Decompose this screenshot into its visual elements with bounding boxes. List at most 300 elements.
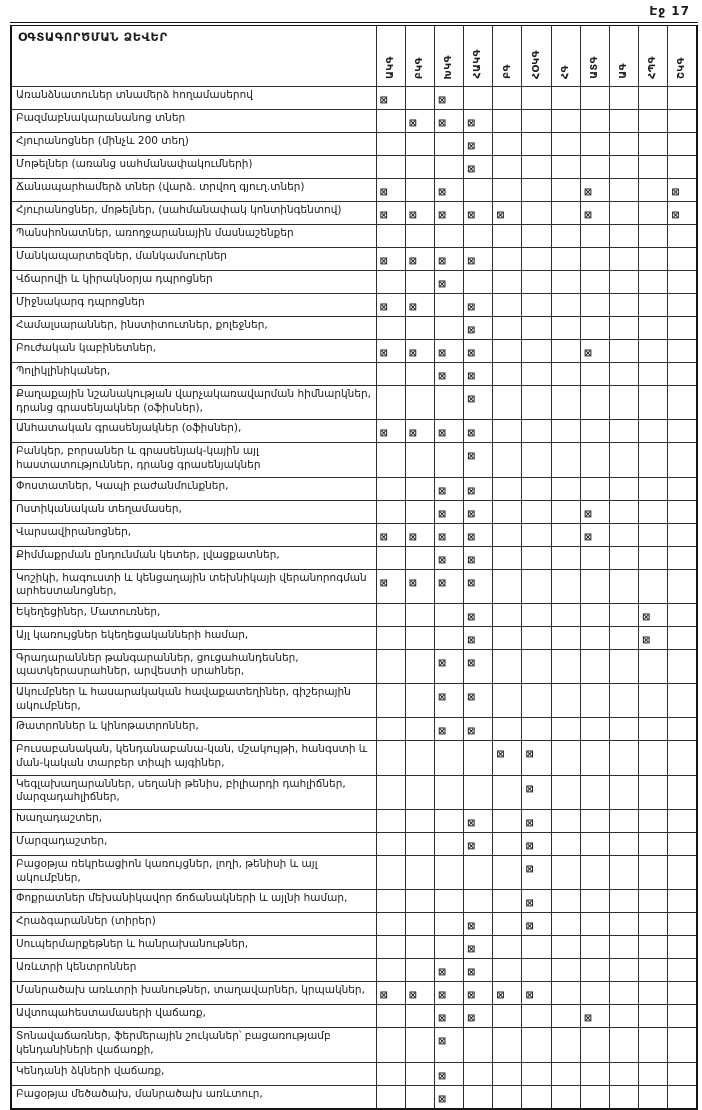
usage-cell [551,110,580,133]
usage-cell [522,959,551,982]
usage-cell [522,340,551,363]
usage-cell [434,809,463,832]
checked-box-icon: ⊠ [379,95,388,106]
checked-box-icon: ⊠ [379,990,388,1002]
usage-cell [493,855,522,889]
usage-cell [580,936,609,959]
row-label: Փոքրատներ մեխանիկավոր ճոճանակների և այլնի համար, [11,890,376,913]
usage-cell [580,684,609,718]
usage-cell [376,363,405,386]
usage-cell [668,110,697,133]
usage-cell [609,649,638,683]
usage-cell [405,443,434,477]
table-row [11,569,697,603]
usage-cell [522,156,551,179]
row-label: Բանկեր, բորսաներ և գրասենյակ-կային այլ հաստատություններ, դրանց գրասենյակներ [11,443,376,477]
usage-cell [464,741,493,775]
checked-box-icon: ⊠ [642,634,651,646]
checked-box-icon: ⊠ [467,944,476,956]
usage-cell [551,809,580,832]
checked-box-icon: ⊠ [437,657,447,669]
usage-cell [639,225,668,248]
usage-cell [522,523,551,546]
checked-box-icon: ⊠ [408,428,418,440]
row-label: Բուժական կաբինետներ, [11,340,376,363]
zone-code-label: ԱՏԳ [589,56,601,79]
usage-cell [609,443,638,477]
usage-cell [551,202,580,225]
usage-cell [464,809,493,832]
table-row [11,523,697,546]
usage-cell [434,271,463,294]
zone-column-header [551,24,580,87]
usage-cell [434,890,463,913]
table-row [11,1085,697,1109]
usage-cell [405,1028,434,1062]
usage-cell [405,855,434,889]
usage-cell [668,443,697,477]
usage-cell [639,340,668,363]
usage-cell [405,271,434,294]
checked-box-icon: ⊠ [671,187,680,198]
checked-box-icon: ⊠ [437,967,447,979]
usage-cell [668,248,697,271]
usage-cell [668,546,697,569]
row-label: Կեգլախաղարաններ, սեղանի թենիս, բիլիարդի դահլիճներ, մարզադահլիճներ, [11,775,376,809]
usage-cell [376,982,405,1005]
checked-box-icon: ⊠ [379,256,388,267]
usage-cell [434,649,463,683]
usage-cell [405,959,434,982]
usage-cell [609,546,638,569]
usage-cell [580,1028,609,1062]
usage-cell [668,959,697,982]
usage-cell [434,1062,463,1085]
zone-code-label: ՀՊԳ [647,56,659,79]
checked-box-icon: ⊠ [437,428,447,440]
usage-cell [580,443,609,477]
usage-cell [639,477,668,500]
usage-cell [405,420,434,443]
usage-cell [464,523,493,546]
usage-cell [609,363,638,386]
usage-cell [434,87,463,110]
usage-cell [668,775,697,809]
table-row [11,855,697,889]
usage-cell [434,741,463,775]
table-row [11,1062,697,1085]
usage-cell [405,500,434,523]
usage-cell [464,271,493,294]
usage-cell [639,443,668,477]
checked-box-icon: ⊠ [467,325,476,336]
checked-box-icon: ⊠ [583,210,593,221]
table-row [11,294,697,317]
usage-cell [405,546,434,569]
checked-box-icon: ⊠ [437,256,447,267]
usage-cell [405,1085,434,1109]
checked-box-icon: ⊠ [437,508,447,520]
row-label: Վարսավիրանոցներ, [11,523,376,546]
usage-cell [464,913,493,936]
usage-cell [376,271,405,294]
checked-box-icon: ⊠ [467,508,476,520]
usage-cell [434,317,463,340]
table-row [11,202,697,225]
usage-cell [522,546,551,569]
usage-cell [522,1005,551,1028]
usage-cell [609,1062,638,1085]
zone-code-label: ԲԳ [501,64,513,79]
usage-cell [639,959,668,982]
checked-box-icon: ⊠ [437,118,447,129]
usage-cell [551,718,580,741]
zone-column-header [639,24,668,87]
usage-cell [580,156,609,179]
checked-box-icon: ⊠ [467,485,476,497]
usage-cell [464,202,493,225]
usage-cell [668,294,697,317]
row-label: Կոշիկի, հագուստի և կենցաղային տեխնիկայի վերանորոգման արհեստանոցներ, [11,569,376,603]
checked-box-icon: ⊠ [525,840,534,852]
usage-cell [493,684,522,718]
usage-cell [434,546,463,569]
usage-cell [464,133,493,156]
checked-box-icon: ⊠ [437,210,447,221]
usage-cell [493,546,522,569]
usage-cell [405,133,434,156]
usage-cell [609,718,638,741]
table-row [11,1028,697,1062]
usage-cell [464,340,493,363]
zone-column-header [522,24,551,87]
checked-box-icon: ⊠ [408,531,418,543]
usage-cell [551,1062,580,1085]
usage-cell [464,684,493,718]
checked-box-icon: ⊠ [379,187,388,198]
usage-cell [580,248,609,271]
usage-cell [493,500,522,523]
usage-cell [522,809,551,832]
checked-box-icon: ⊠ [525,990,534,1002]
usage-cell [580,775,609,809]
usage-cell [405,809,434,832]
checked-box-icon: ⊠ [525,817,534,829]
checked-box-icon: ⊠ [467,554,476,566]
usage-cell [405,363,434,386]
usage-cell [609,775,638,809]
checked-box-icon: ⊠ [437,554,447,566]
usage-cell [668,386,697,420]
usage-cell [464,110,493,133]
usage-cell [639,718,668,741]
usage-cell [609,809,638,832]
usage-cell [609,156,638,179]
usage-cell [551,626,580,649]
usage-cell [639,1005,668,1028]
zone-code-label: ԱԿԳ [384,56,396,79]
table-row [11,936,697,959]
usage-cell [405,569,434,603]
usage-cell [580,649,609,683]
usage-cell [405,202,434,225]
usage-cell [551,741,580,775]
usage-cell [551,775,580,809]
usage-cell [376,225,405,248]
usage-cell [464,179,493,202]
usage-cell [376,87,405,110]
usage-cell [551,386,580,420]
usage-cell [551,982,580,1005]
usage-cell [493,775,522,809]
zone-code-label: ՀՕԿԳ [530,49,542,79]
usage-cell [639,913,668,936]
usage-cell [376,809,405,832]
usage-cell [609,386,638,420]
usage-cell [551,603,580,626]
usage-cell [434,477,463,500]
usage-cell [609,1028,638,1062]
checked-box-icon: ⊠ [525,898,534,910]
usage-cell [551,832,580,855]
usage-cell [580,340,609,363]
usage-cell [639,546,668,569]
usage-cell [639,363,668,386]
usage-cell [668,603,697,626]
usage-cell [551,1085,580,1109]
usage-cell [522,649,551,683]
usage-cell [464,1085,493,1109]
row-label: Քիմմաքրման ընդունման կետեր, լվացքատներ, [11,546,376,569]
zone-code-label: ՀԱԿԳ [472,49,484,79]
usage-cell [639,936,668,959]
usage-cell [464,775,493,809]
usage-cell [434,340,463,363]
checked-box-icon: ⊠ [496,990,505,1002]
usage-cell [493,294,522,317]
usage-cell [668,626,697,649]
usage-cell [580,271,609,294]
usage-cell [376,741,405,775]
usage-cell [434,225,463,248]
usage-cell [580,718,609,741]
usage-cell [609,1005,638,1028]
usage-cell [376,1085,405,1109]
usage-cell [493,1085,522,1109]
usage-cell [580,202,609,225]
usage-cell [668,87,697,110]
checked-box-icon: ⊠ [467,531,476,543]
usage-cell [580,294,609,317]
row-label: Տոնավաճառներ, ֆերմերային շուկաներ՝ բացառությամբ կենդանիների վաճառքի, [11,1028,376,1062]
usage-cell [580,1085,609,1109]
table-row [11,809,697,832]
usage-cell [668,913,697,936]
checked-box-icon: ⊠ [437,95,447,106]
row-label: Վճարովի և կիրակնօրյա դպրոցներ [11,271,376,294]
usage-cell [522,1062,551,1085]
usage-cell [522,718,551,741]
usage-cell [580,225,609,248]
checked-box-icon: ⊠ [496,210,505,221]
usage-cell [639,386,668,420]
usage-cell [639,523,668,546]
zone-code-label: ԽԿԳ [443,54,455,79]
usage-cell [668,936,697,959]
table-row [11,443,697,477]
usage-cell [609,500,638,523]
usage-cell [639,156,668,179]
usage-cell [493,1062,522,1085]
usage-cell [639,271,668,294]
row-label: Բուսաբանական, կենդանաբանա-կան, մշակույթի, հանգստի և ման-կական տարբեր տիպի այգիներ, [11,741,376,775]
row-label: Բացօթյա մեծածախ, մանրածախ առևտուր, [11,1085,376,1109]
checked-box-icon: ⊠ [671,210,680,221]
usage-cell [609,855,638,889]
usage-cell [522,775,551,809]
usage-cell [609,982,638,1005]
usage-cell [376,202,405,225]
usage-cell [493,649,522,683]
usage-cell [639,1062,668,1085]
usage-cell [668,741,697,775]
usage-cell [405,156,434,179]
usage-cell [376,855,405,889]
table-row [11,959,697,982]
usage-cell [522,420,551,443]
usage-cell [434,959,463,982]
table-title: ՕԳՏԱԳՈՐԾՄԱՆ ՁԵՎԵՐ [11,24,376,87]
usage-cell [405,890,434,913]
usage-cell [668,363,697,386]
usage-cell [668,890,697,913]
checked-box-icon: ⊠ [408,577,418,589]
usage-cell [405,179,434,202]
usage-cell [522,225,551,248]
usage-cell [405,982,434,1005]
usage-cell [522,1028,551,1062]
usage-cell [493,133,522,156]
row-label: Քաղաքային նշանակության վարչակառավարման հիմնարկներ, դրանց գրասենյակներ (օֆիսներ), [11,386,376,420]
usage-cell [376,890,405,913]
usage-cell [668,317,697,340]
checked-box-icon: ⊠ [408,990,418,1002]
usage-cell [376,603,405,626]
usage-cell [405,340,434,363]
usage-cell [464,1028,493,1062]
zone-code-label: ՀԳ [559,64,571,79]
checked-box-icon: ⊠ [467,348,476,359]
usage-cell [639,890,668,913]
usage-cell [609,340,638,363]
usage-cell [580,420,609,443]
usage-cell [493,443,522,477]
usage-cell [522,110,551,133]
checked-box-icon: ⊠ [437,187,447,198]
usage-cell [580,133,609,156]
usage-cell [522,569,551,603]
usage-cell [609,603,638,626]
usage-cell [464,718,493,741]
row-label: Պոլիկլինիկաներ, [11,363,376,386]
table-row [11,156,697,179]
usage-cell [580,110,609,133]
row-label: Անհատական գրասենյակներ (օֆիսներ), [11,420,376,443]
usage-cell [405,477,434,500]
usage-cell [493,248,522,271]
usage-cell [376,420,405,443]
checked-box-icon: ⊠ [408,348,418,359]
usage-cell [609,913,638,936]
checked-box-icon: ⊠ [467,141,476,152]
usage-cell [376,1005,405,1028]
usage-cell [668,982,697,1005]
usage-cell [639,179,668,202]
usage-cell [493,340,522,363]
checked-box-icon: ⊠ [467,726,476,738]
usage-cell [551,317,580,340]
usage-cell [405,741,434,775]
checked-box-icon: ⊠ [437,1093,447,1105]
checked-box-icon: ⊠ [467,611,476,623]
usage-cell [639,500,668,523]
usage-cell [522,741,551,775]
usage-cell [376,317,405,340]
usage-cell [493,936,522,959]
usage-cell [493,1028,522,1062]
usage-cell [551,477,580,500]
table-row [11,271,697,294]
usage-cell [522,133,551,156]
row-label: Բազմաբնակարանանոց տներ [11,110,376,133]
usage-cell [434,110,463,133]
usage-cell [376,340,405,363]
checked-box-icon: ⊠ [467,1013,476,1025]
usage-cell [668,420,697,443]
usage-cell [551,363,580,386]
checked-box-icon: ⊠ [467,451,476,463]
usage-cell [522,500,551,523]
zone-column-header [609,24,638,87]
usage-cell [639,684,668,718]
usage-cell [434,626,463,649]
table-row [11,179,697,202]
row-label: Առևտրի կենտրոններ [11,959,376,982]
usage-cell [551,523,580,546]
checked-box-icon: ⊠ [379,302,388,313]
checked-box-icon: ⊠ [583,508,593,520]
usage-cell [668,855,697,889]
usage-cell [522,271,551,294]
usage-cell [551,959,580,982]
usage-cell [551,133,580,156]
usage-cell [522,87,551,110]
usage-cell [405,603,434,626]
usage-cell [668,340,697,363]
zone-code-label: ԲԿԳ [414,56,425,79]
usage-cell [464,855,493,889]
usage-cell [639,248,668,271]
usage-cell [668,523,697,546]
row-label: Առանձնատուներ տնամերձ հողամասերով [11,87,376,110]
zone-column-header [580,24,609,87]
usage-cell [609,87,638,110]
checked-box-icon: ⊠ [408,210,418,221]
usage-cell [609,202,638,225]
row-label: Ավտոպահեստամասերի վաճառք, [11,1005,376,1028]
table-row [11,477,697,500]
usage-cell [639,110,668,133]
